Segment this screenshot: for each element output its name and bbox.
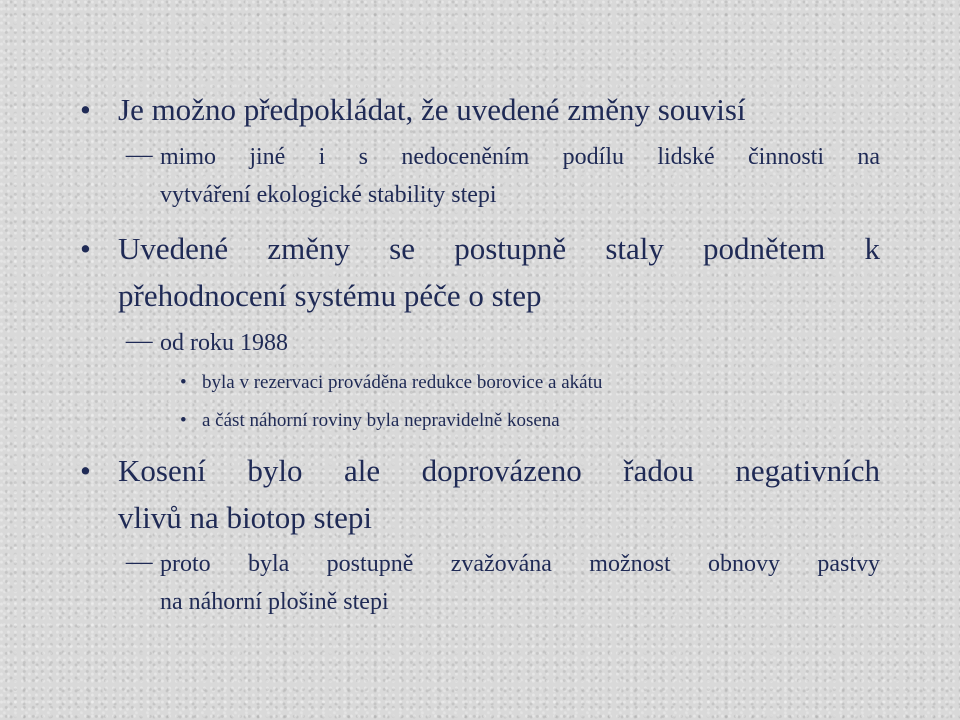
- bullet-marker: •: [80, 92, 91, 127]
- subbullet-text: vytváření ekologické stability stepi: [160, 182, 497, 208]
- subsub-bullet-text: a část náhorní roviny byla nepravidelně kosena: [202, 410, 560, 431]
- bullet-marker: •: [80, 453, 91, 488]
- bullet-text: Kosení bylo ale doprovázeno řadou negativních: [118, 453, 880, 488]
- dash-marker: –: [126, 549, 153, 575]
- dash-marker: –: [126, 142, 153, 168]
- bullet-marker: •: [80, 231, 91, 266]
- subsub-bullet-marker: •: [180, 372, 187, 393]
- bullet-text: přehodnocení systému péče o step: [118, 278, 542, 313]
- subbullet-text: na náhorní plošině stepi: [160, 589, 389, 615]
- subbullet-text: proto byla postupně zvažována možnost obnovy pastvy: [160, 551, 880, 577]
- subbullet-text: od roku 1988: [160, 330, 288, 356]
- bullet-text: Uvedené změny se postupně staly podnětem k: [118, 231, 880, 266]
- bullet-text: vlivů na biotop stepi: [118, 500, 373, 535]
- dash-marker: –: [126, 328, 153, 354]
- subsub-bullet-text: byla v rezervaci prováděna redukce borovice a akátu: [202, 372, 603, 393]
- subbullet-text: mimo jiné i s nedoceněním podílu lidské činnosti na: [160, 144, 880, 170]
- bullet-text: Je možno předpokládat, že uvedené změny souvisí: [118, 92, 746, 127]
- subsub-bullet-marker: •: [180, 410, 187, 431]
